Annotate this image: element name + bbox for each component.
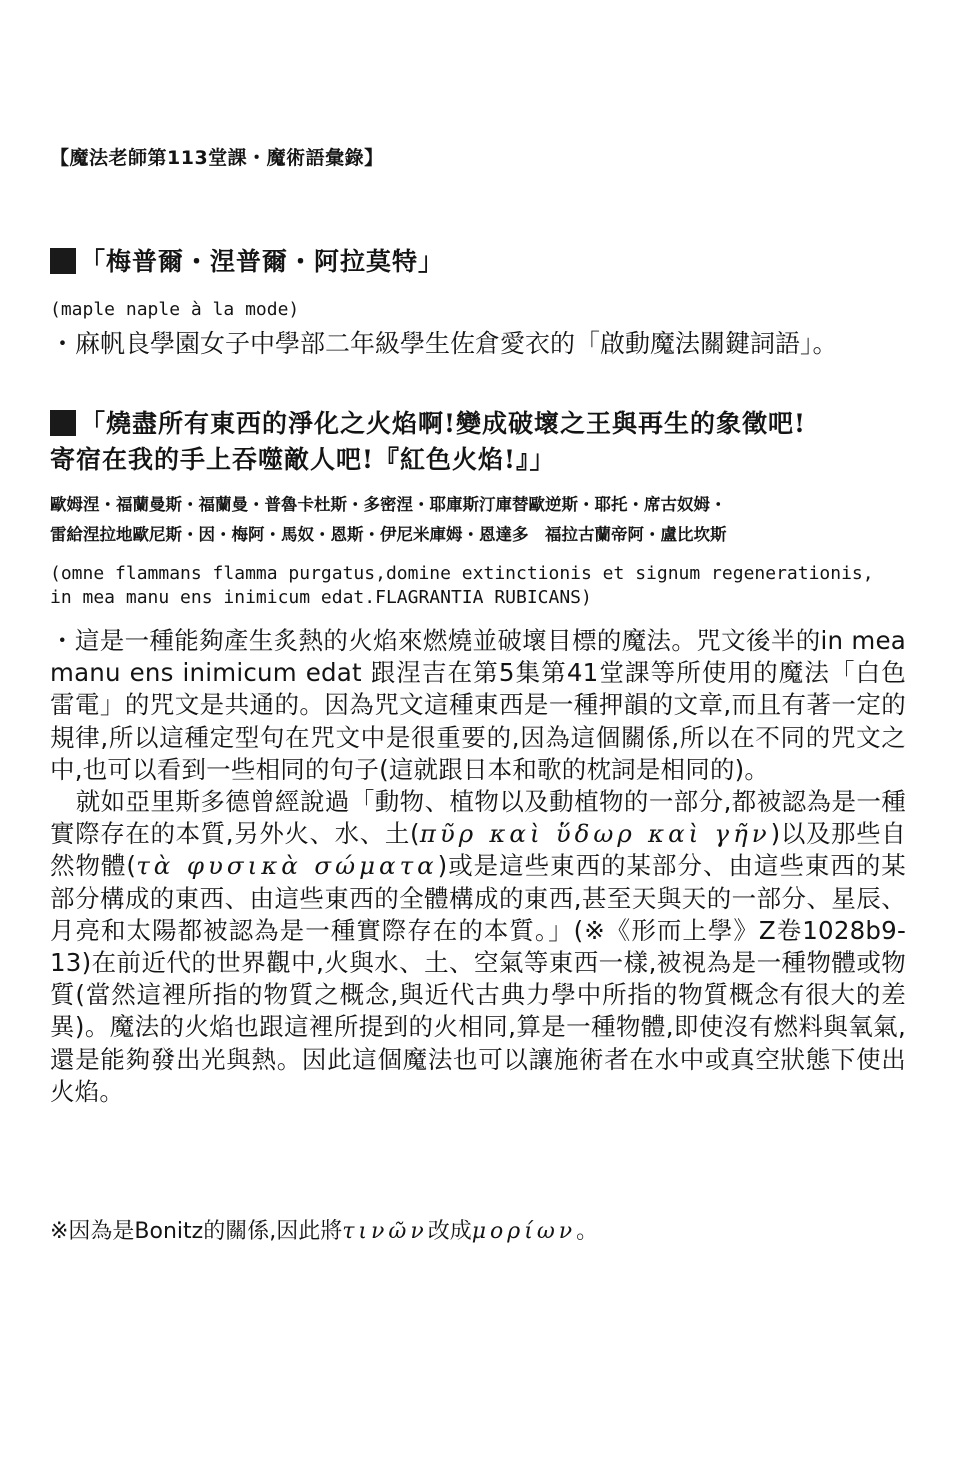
entry-maple-naple: [50, 244, 930, 280]
entry-red-flame: [50, 406, 930, 478]
explanation-paragraph-2: 就如亞里斯多德曾經說過「動物、植物以及動植物的一部分,都被認為是一種實際存在的本質,另外火、水、土(πῦρ καὶ ὕδωρ καὶ γῆν)以及那些自然物體(τὰ φυσικὰ σώματα)或是這些東西的某部分、由這些東西的某部分構成的東西、由這些東西的全體構成的東西,甚至天與天的一部分、星辰、月亮和太陽都被認為是一種實際存在的本質。」(※《形而上學》Z卷1028b9-13)在前近代的世界觀中,火與水、土、空氣等東西一樣,被視為是一種物體或物質(當然這裡所指的物質之概念,與近代古典力學中所指的物質概念有很大的差異)。魔法的火焰也跟這裡所提到的火相同,算是一種物體,即使沒有燃料與氧氣,還是能夠發出光與熱。因此這個魔法也可以讓施術者在水中或真空狀態下使出火焰。: [50, 787, 906, 1106]
footnote: ※因為是Bonitz的關係,因此將τινῶν改成μορίων。: [50, 1219, 599, 1244]
latin-line2: in mea manu ens inimicum edat.FLAGRANTIA RUBICANS): [50, 587, 592, 608]
entry-title-line1: 「燒盡所有東西的淨化之火焰啊!變成破壞之王與再生的象徵吧!: [50, 406, 930, 442]
greek-word-replacement: μορίων: [471, 1219, 577, 1244]
entry-title: 「梅普爾・涅普爾・阿拉莫特」: [50, 244, 930, 280]
latin-line1: (omne flammans flamma purgatus,domine extinctionis et signum regenerationis,: [50, 563, 874, 584]
explanation-body: [50, 625, 906, 1108]
square-bullet-icon: [50, 248, 76, 274]
entry-romanization-block: [50, 298, 930, 322]
incantation-latin: [50, 562, 930, 610]
greek-phrase-natural-bodies: τὰ φυσικὰ σώματα: [136, 851, 438, 881]
names-line1: 歐姆涅・福蘭曼斯・福蘭曼・普魯卡杜斯・多密涅・耶庫斯汀庫替歐逆斯・耶托・席古奴姆・: [50, 495, 727, 514]
entry-title-line2: 寄宿在我的手上吞噬敵人吧!『紅色火焰!』」: [50, 445, 556, 474]
entry-description: ・麻帆良學園女子中學部二年級學生佐倉愛衣的「啟動魔法關鍵詞語」。: [50, 329, 838, 358]
names-line2: 雷給涅拉地歐尼斯・因・梅阿・馬奴・恩斯・伊尼米庫姆・恩達多 福拉古蘭帝阿・盧比坎斯: [50, 525, 727, 544]
entry-romanization: (maple naple à la mode): [50, 299, 300, 320]
incantation-names: [50, 490, 930, 550]
page-header: 【魔法老師第113堂課・魔術語彙錄】: [50, 147, 384, 169]
entry-description-block: [50, 327, 950, 361]
explanation-paragraph-1: ・這是一種能夠產生炙熱的火焰來燃燒並破壞目標的魔法。咒文後半的in mea manu ens inimicum edat 跟涅吉在第5集第41堂課等所使用的魔法「白色雷電」的咒文是共通的。因為咒文這種東西是一種押韻的文章,而且有著一定的規律,所以這種定型句在咒文中是很重要的,因為這個關係,所以在不同的咒文之中,也可以看到一些相同的句子(這就跟日本和歌的枕詞是相同的)。: [50, 626, 906, 784]
square-bullet-icon: [50, 410, 76, 436]
greek-word-original: τινῶν: [342, 1219, 428, 1244]
greek-phrase-elements: πῦρ καὶ ὕδωρ καὶ γῆν: [419, 819, 771, 849]
